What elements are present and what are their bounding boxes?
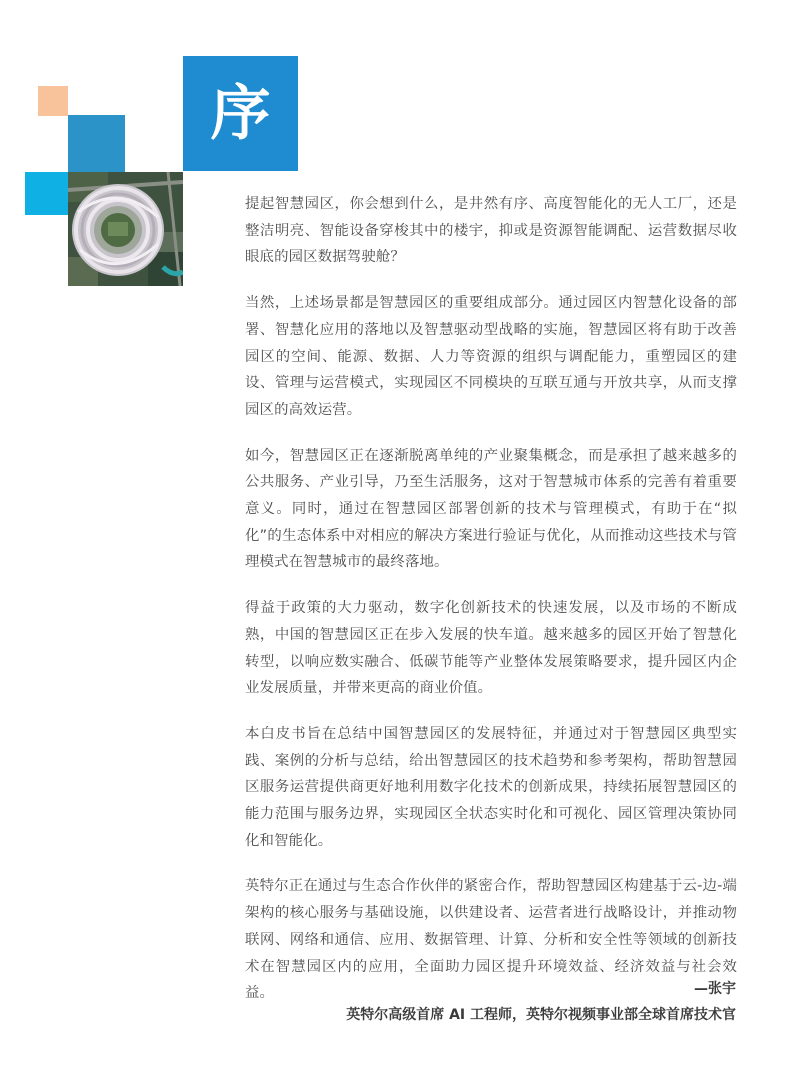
paragraph: 得益于政策的大力驱动，数字化创新技术的快速发展，以及市场的不断成熟，中国的智慧园区正在步入发展的快车道。越来越多的园区开始了智慧化转型，以响应数实融合、低碳节能等产业整体发展策略要求，提升园区内企业发展质量，并带来更高的商业价值。 xyxy=(245,600,737,697)
decor-square-cyan xyxy=(25,172,68,215)
paragraph: 当然，上述场景都是智慧园区的重要组成部分。通过园区内智慧化设备的部署、智慧化应用的落地以及智慧驱动型战略的实施，智慧园区将有助于改善园区的空间、能源、数据、人力等资源的组织与调配能力，重塑园区的建设、管理与运营模式，实现园区不同模块的互联互通与开放共享，从而支撑园区的高效运营。 xyxy=(245,295,737,418)
page-title: 序 xyxy=(210,78,271,149)
decor-square-blue xyxy=(68,115,125,172)
paragraph: 本白皮书旨在总结中国智慧园区的发展特征，并通过对于智慧园区典型实践、案例的分析与总结，给出智慧园区的技术趋势和参考架构，帮助智慧园区服务运营提供商更好地利用数字化技术的创新成果，持续拓展智慧园区的能力范围与服务边界，实现园区全状态实时化和可视化、园区管理决策协同化和智能化。 xyxy=(245,725,737,849)
signature-name: —张宇 xyxy=(694,981,736,997)
preface-body xyxy=(245,191,737,1026)
paragraph: 英特尔正在通过与生态合作伙伴的紧密合作，帮助智慧园区构建基于云-边-端架构的核心服务与基础设施，以供建设者、运营者进行战略设计，并推动物联网、网络和通信、应用、数据管理、计算、分析和安全性等领域的创新技术在智慧园区内的应用，全面助力园区提升环境效益、经济效益与社会效益。 xyxy=(245,878,737,1002)
title-block xyxy=(183,56,298,171)
decor-square-peach xyxy=(38,86,68,116)
aerial-stadium-image xyxy=(68,172,183,286)
paragraph: 如今，智慧园区正在逐渐脱离单纯的产业聚集概念，而是承担了越来越多的公共服务、产业引导，乃至生活服务，这对于智慧城市体系的完善有着重要意义。同时，通过在智慧园区部署创新的技术与管理模式，有助于在“拟化”的生态体系中对相应的解决方案进行验证与优化，从而推动这些技术与管理模式在智慧城市的最终落地。 xyxy=(245,447,737,571)
paragraph: 提起智慧园区，你会想到什么，是井然有序、高度智能化的无人工厂，还是整洁明亮、智能设备穿梭其中的楼宇，抑或是资源智能调配、运营数据尽收眼底的园区数据驾驶舱？ xyxy=(245,196,737,266)
signature-title: 英特尔高级首席 AI 工程师，英特尔视频事业部全球首席技术官 xyxy=(346,1007,736,1023)
